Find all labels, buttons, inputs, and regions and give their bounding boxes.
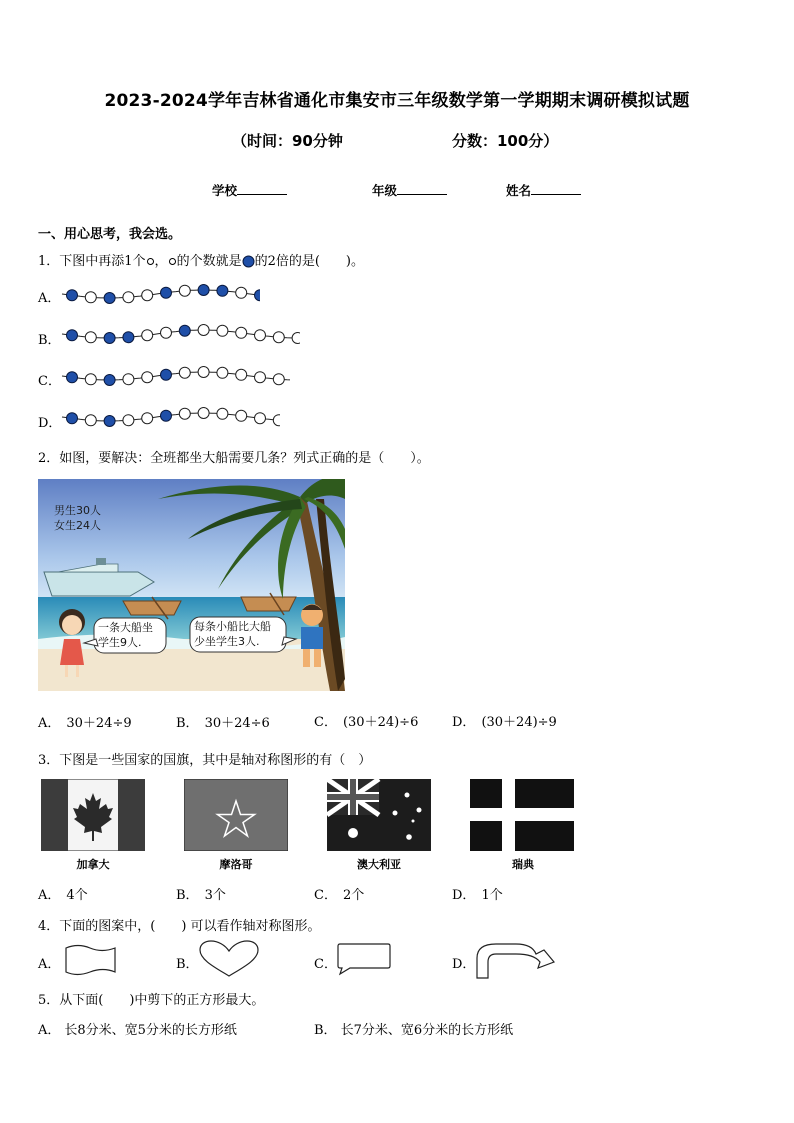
option-text: 1个: [481, 888, 503, 903]
q1-stem-part3: 的个数就是: [176, 254, 242, 269]
exam-time: （时间：90分钟: [232, 132, 343, 150]
grade-blank[interactable]: [397, 182, 447, 195]
q1-option-d-beads[interactable]: [60, 403, 280, 431]
option-label: C．: [314, 888, 337, 903]
hollow-bead: [217, 408, 228, 419]
hollow-bead: [255, 372, 266, 383]
hollow-bead: [123, 374, 134, 385]
option-label: C．: [314, 715, 337, 730]
hollow-bead-icon: [146, 257, 155, 266]
hollow-bead: [85, 332, 96, 343]
hollow-bead: [236, 287, 247, 298]
q2-stem: 2．如图，要解决：全班都坐大船需要几条？列式正确的是（ ）。: [38, 451, 430, 466]
flag-caption-morocco: 摩洛哥: [219, 858, 253, 871]
option-text: 30＋24÷9: [66, 716, 132, 731]
q1-option-b-label[interactable]: B．: [38, 333, 61, 348]
hollow-bead: [292, 333, 300, 344]
option-text: 2个: [342, 888, 365, 903]
hollow-bead: [142, 290, 153, 301]
filled-bead: [161, 369, 172, 380]
morocco-flag[interactable]: [184, 779, 288, 851]
hollow-bead: [198, 408, 209, 419]
option-label: A．: [38, 716, 61, 731]
q4-option-d-label[interactable]: D．: [452, 957, 476, 972]
speech-bubble-icon[interactable]: [336, 942, 392, 976]
hollow-bead: [236, 369, 247, 380]
option-text: (30＋24)÷6: [342, 715, 419, 730]
q1-stem: [38, 250, 364, 269]
q3-option-d[interactable]: [452, 884, 503, 903]
filled-bead: [179, 325, 190, 336]
hollow-bead: [198, 367, 209, 378]
q3-option-c[interactable]: [314, 884, 364, 903]
q4-option-a-label[interactable]: A．: [38, 957, 61, 972]
option-text: 3个: [204, 888, 226, 903]
hollow-bead-icon: [168, 257, 177, 266]
q2-illustration: [38, 479, 345, 691]
filled-bead: [104, 333, 115, 344]
filled-bead: [67, 330, 78, 341]
school-field: [212, 181, 287, 199]
girls-count: 女生24人: [54, 519, 101, 532]
hollow-bead: [123, 292, 134, 303]
name-label: 姓名: [506, 183, 532, 198]
hollow-bead: [273, 415, 280, 426]
flag-caption-australia: 澳大利亚: [357, 858, 401, 871]
hollow-bead: [236, 327, 247, 338]
hollow-bead: [161, 327, 172, 338]
hollow-bead: [236, 410, 247, 421]
q1-option-a-label[interactable]: A．: [38, 291, 61, 306]
q5-stem: 5．从下面( )中剪下的正方形最大。: [38, 993, 265, 1008]
filled-bead: [161, 287, 172, 298]
option-text: 长8分米、宽5分米的长方形纸: [64, 1023, 237, 1038]
filled-bead: [104, 375, 115, 386]
heart-icon[interactable]: [198, 940, 260, 978]
exam-score: 分数：100分）: [452, 132, 559, 150]
wavy-flag-icon[interactable]: [64, 944, 118, 976]
q5-option-b[interactable]: [314, 1019, 513, 1038]
q4-stem: 4．下面的图案中，( ) 可以看作轴对称图形。: [38, 919, 321, 934]
australia-flag[interactable]: [327, 779, 431, 851]
hollow-bead: [217, 325, 228, 336]
hollow-bead: [217, 367, 228, 378]
hollow-bead: [85, 374, 96, 385]
filled-bead: [104, 293, 115, 304]
hollow-bead: [85, 292, 96, 303]
hollow-bead: [142, 372, 153, 383]
option-label: A．: [38, 888, 61, 903]
q2-option-a[interactable]: [38, 712, 132, 731]
filled-bead: [67, 372, 78, 383]
hollow-bead: [123, 415, 134, 426]
hollow-bead: [273, 374, 284, 385]
hollow-bead: [179, 408, 190, 419]
q5-option-a[interactable]: [38, 1019, 237, 1038]
q1-stem-part4: 的2倍的是( )。: [254, 254, 364, 269]
bubble-right-line2: 少坐学生3人.: [194, 635, 260, 648]
filled-bead: [198, 285, 209, 296]
q4-option-b-label[interactable]: B．: [176, 957, 199, 972]
q1-option-b-beads[interactable]: [60, 320, 300, 350]
curved-arrow-icon[interactable]: [474, 940, 558, 980]
filled-bead: [104, 416, 115, 427]
option-label: B．: [176, 888, 199, 903]
q1-option-c-beads[interactable]: [60, 362, 290, 390]
filled-bead-icon: [242, 255, 255, 268]
hollow-bead: [198, 325, 209, 336]
filled-bead: [255, 290, 261, 301]
hollow-bead: [179, 367, 190, 378]
filled-bead: [161, 410, 172, 421]
name-field: [506, 181, 581, 199]
section-title: 一、用心思考，我会选。: [38, 227, 182, 242]
name-blank[interactable]: [531, 182, 581, 195]
q1-stem-part1: 1．下图中再添1个: [38, 254, 146, 269]
q2-option-d[interactable]: [452, 711, 557, 730]
option-label: B．: [314, 1023, 337, 1038]
q3-option-b[interactable]: [176, 884, 226, 903]
bubble-left-line1: 一条大船坐: [98, 621, 153, 634]
hollow-bead: [255, 413, 266, 424]
filled-bead: [217, 285, 228, 296]
bubble-left-line2: 学生9人.: [98, 636, 142, 649]
q3-stem: 3．下图是一些国家的国旗，其中是轴对称图形的有（ ）: [38, 753, 372, 768]
q1-option-d-label[interactable]: D．: [38, 416, 62, 431]
option-label: D．: [452, 715, 476, 730]
q1-option-a-beads[interactable]: [60, 280, 260, 306]
hollow-bead: [179, 285, 190, 296]
school-blank[interactable]: [237, 182, 287, 195]
option-text: 30＋24÷6: [204, 716, 270, 731]
option-label: D．: [452, 888, 476, 903]
grade-label: 年级: [372, 183, 398, 198]
school-label: 学校: [212, 183, 238, 198]
option-text: (30＋24)÷9: [481, 715, 557, 730]
q2-option-b[interactable]: [176, 712, 270, 731]
hollow-bead: [85, 415, 96, 426]
exam-title: 2023-2024学年吉林省通化市集安市三年级数学第一学期期末调研模拟试题: [104, 91, 690, 111]
grade-field: [372, 181, 447, 199]
q2-option-c[interactable]: [314, 711, 418, 730]
q1-option-c-label[interactable]: C．: [38, 374, 61, 389]
flag-caption-canada: 加拿大: [76, 858, 110, 871]
q4-option-c-label[interactable]: C．: [314, 957, 337, 972]
option-label: A．: [38, 1023, 61, 1038]
flag-caption-sweden: 瑞典: [512, 858, 534, 871]
hollow-bead: [273, 332, 284, 343]
hollow-bead: [255, 330, 266, 341]
option-label: B．: [176, 716, 199, 731]
hollow-bead: [142, 413, 153, 424]
filled-bead: [67, 413, 78, 424]
sweden-flag[interactable]: [470, 779, 574, 851]
boys-count: 男生30人: [54, 504, 101, 517]
filled-bead: [123, 332, 134, 343]
filled-bead: [67, 290, 78, 301]
bubble-right-line1: 每条小船比大船: [194, 620, 271, 633]
hollow-bead: [142, 330, 153, 341]
q1-stem-part2: ，: [154, 254, 168, 269]
option-text: 4个: [66, 888, 88, 903]
option-text: 长7分米、宽6分米的长方形纸: [340, 1023, 514, 1038]
q3-option-a[interactable]: [38, 884, 88, 903]
canada-flag[interactable]: [41, 779, 145, 851]
